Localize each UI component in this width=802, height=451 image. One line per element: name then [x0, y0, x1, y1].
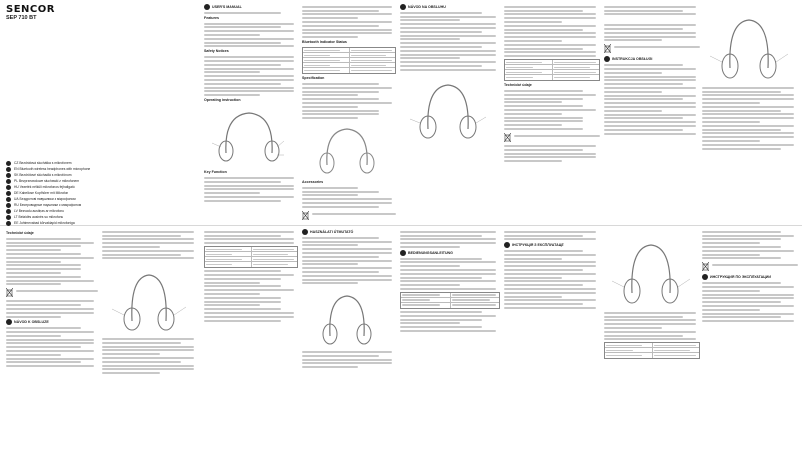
model-number: SEP 710 BT: [6, 15, 37, 21]
weee-bin-icon: [6, 288, 13, 297]
brand-logo: SENCOR: [6, 4, 55, 15]
section-heading: Specification: [302, 76, 325, 81]
flag-badge-icon: [204, 4, 210, 10]
section-title: BEDIENUNGSANLEITUNG: [400, 250, 500, 256]
flag-badge-icon: [6, 319, 12, 325]
indicator-table: [504, 59, 600, 81]
cz-tech-column: [6, 229, 98, 447]
language-item: UA Бездротові навушники з мікрофоном: [6, 196, 196, 202]
indicator-table: [204, 246, 298, 268]
language-item: EN Bluetooth wireless headphones with microphone: [6, 166, 196, 172]
ua-manual-column: [504, 229, 600, 447]
ru-manual-column: [702, 229, 798, 447]
flag-badge-icon: [6, 173, 11, 178]
flag-badge-icon: [400, 250, 406, 256]
flag-badge-icon: [6, 209, 11, 214]
headphones-diagram: [400, 73, 496, 143]
flag-badge-icon: [302, 229, 308, 235]
pl-diagram-column: [702, 4, 798, 222]
language-list: [6, 160, 196, 226]
headphones-diagram: [102, 261, 196, 335]
language-item: CZ Bezdrátová sluchátka s mikrofonem: [6, 160, 196, 166]
flag-badge-icon: [400, 4, 406, 10]
headphones-illustration: [302, 121, 392, 177]
section-heading: Technické údaje: [6, 231, 34, 235]
flag-badge-icon: [6, 167, 11, 172]
section-heading: Bluetooth Indicator Status: [302, 40, 347, 45]
section-heading: Accessories: [302, 179, 324, 184]
weee-bin-icon: [604, 44, 611, 53]
de-manual-column: [204, 229, 298, 447]
flag-badge-icon: [6, 203, 11, 208]
section-heading: Key Function: [204, 170, 227, 175]
ru-diagram-column: [604, 229, 700, 447]
section-title: ІНСТРУКЦІЯ З ЕКСПЛУАТАЦІЇ: [504, 242, 600, 248]
flag-badge-icon: [504, 242, 510, 248]
indicator-table: [302, 47, 396, 74]
flag-badge-icon: [6, 221, 11, 226]
language-item: HU Vezeték nélküli mikrofonos fejhallgató: [6, 184, 196, 190]
en-manual-column: [204, 4, 298, 222]
language-item: DE Kabellose Kopfhörer mit Mikrofon: [6, 190, 196, 196]
language-item: LV Bezvadu austiņas ar mikrofonu: [6, 208, 196, 214]
indicator-table: [400, 292, 500, 309]
section-title: HASZNÁLATI ÚTMUTATÓ: [302, 229, 396, 235]
section-heading: Operating instruction: [204, 98, 241, 103]
language-item: LT Belaidės ausinės su mikrofonu: [6, 214, 196, 220]
flag-badge-icon: [6, 215, 11, 220]
section-title: NÁVOD NA OBSLUHU: [400, 4, 500, 10]
language-item: RU Беспроводные наушники с микрофоном: [6, 202, 196, 208]
section-heading: Technické údaje: [504, 83, 532, 88]
de-title-column: [400, 229, 500, 447]
cz-diagram-column: [102, 229, 198, 447]
section-heading: Safety Notices: [204, 49, 229, 54]
language-item: SK Bezdrôtové slúchadlá s mikrofónom: [6, 172, 196, 178]
flag-badge-icon: [6, 197, 11, 202]
weee-bin-icon: [504, 133, 511, 142]
headphones-diagram: [702, 4, 796, 84]
section-title: NÁVOD K OBSLUZE: [6, 319, 98, 325]
indicator-table: [604, 342, 700, 359]
flag-badge-icon: [604, 56, 610, 62]
flag-badge-icon: [6, 161, 11, 166]
sk-continued-column: [504, 4, 600, 222]
section-title: USER'S MANUAL: [204, 4, 298, 10]
hu-manual-column: [302, 229, 396, 447]
section-heading: Features: [204, 15, 219, 20]
headphones-diagram: [204, 103, 294, 167]
section-heading: [604, 17, 700, 22]
section-title: INSTRUKCJA OBSŁUGI: [604, 56, 700, 62]
flag-badge-icon: [702, 274, 708, 280]
language-item: EE Juhtmevabad kõrvaklapid mikrofoniga: [6, 220, 196, 226]
weee-bin-icon: [302, 211, 309, 220]
sk-manual-column: [400, 4, 500, 222]
flag-badge-icon: [6, 191, 11, 196]
language-item: PL Bezprzewodowe słuchawki z mikrofonem: [6, 178, 196, 184]
en-continued-column: [302, 4, 396, 222]
flag-badge-icon: [6, 179, 11, 184]
headphones-diagram: [302, 286, 392, 348]
pl-manual-column: [604, 4, 700, 222]
section-title: ИНСТРУКЦИЯ ПО ЭКСПЛУАТАЦИИ: [702, 274, 798, 280]
weee-bin-icon: [702, 262, 709, 271]
headphones-diagram: [604, 229, 698, 309]
flag-badge-icon: [6, 185, 11, 190]
